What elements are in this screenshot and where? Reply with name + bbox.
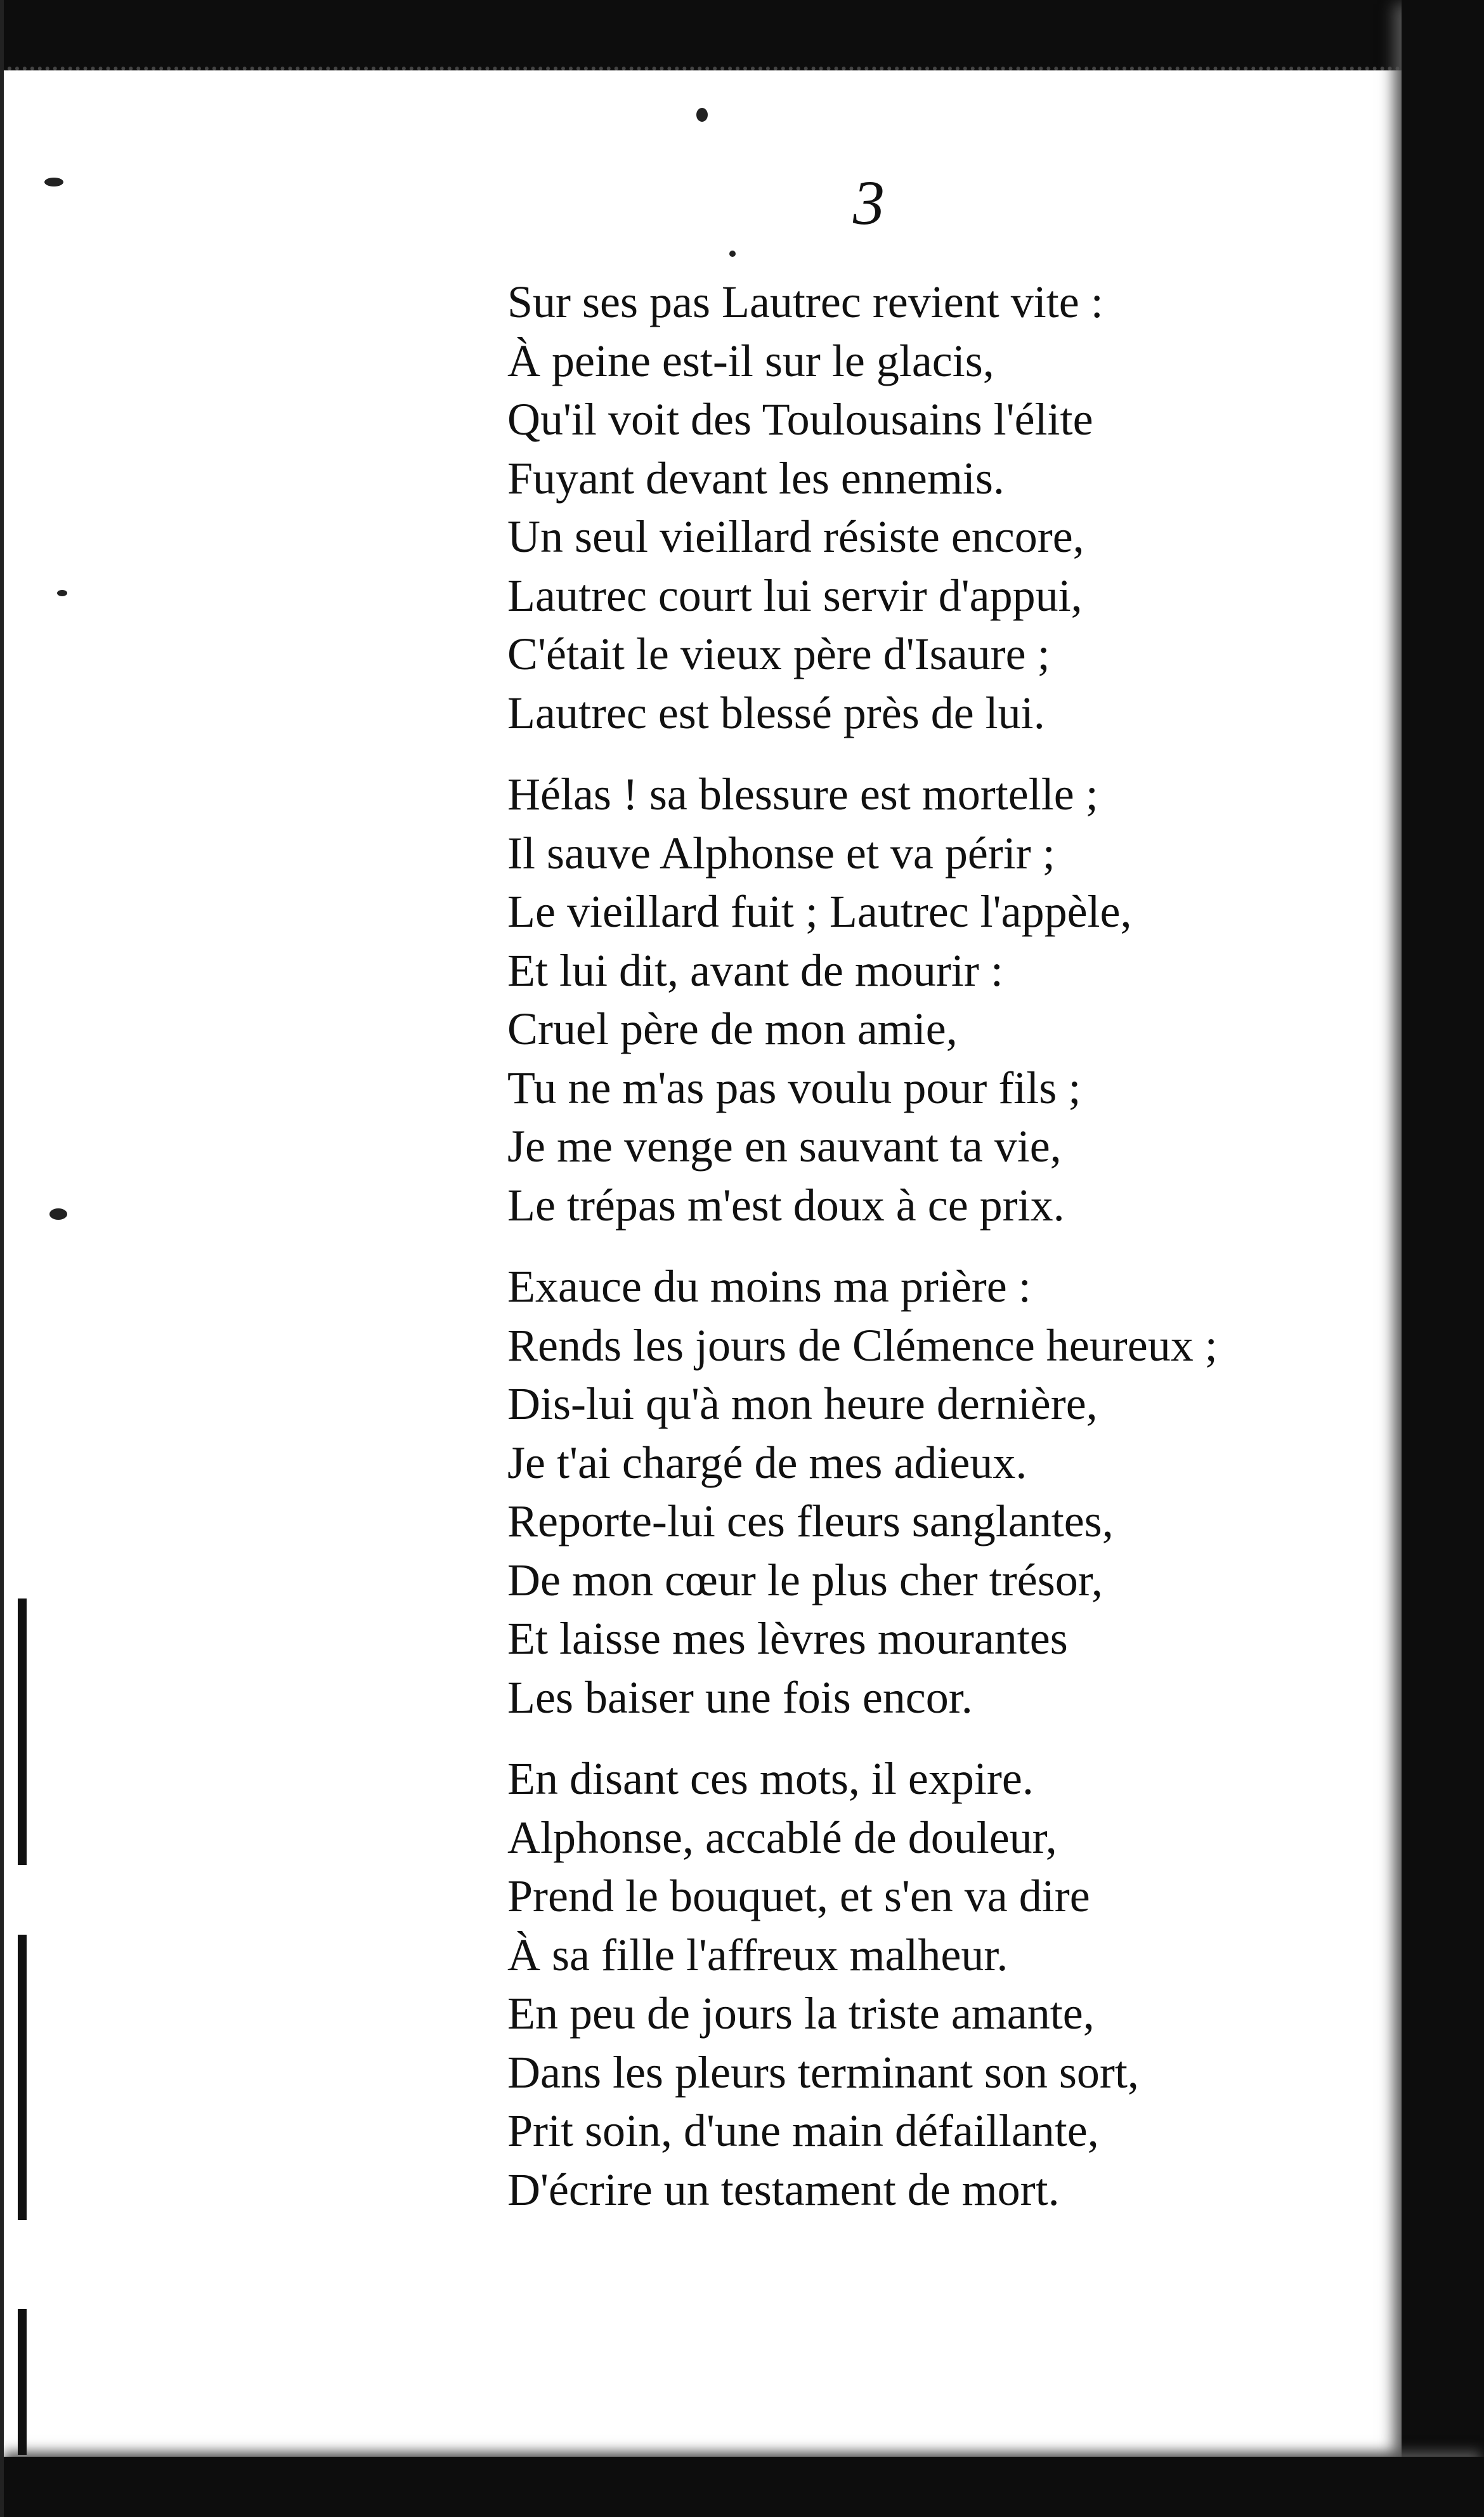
binding-mark xyxy=(18,1935,27,2220)
verse-line: Prend le bouquet, et s'en va dire xyxy=(507,1871,1090,1921)
page-number: 3 xyxy=(853,167,885,238)
binding-mark xyxy=(18,1598,27,1865)
verse-line: Cruel père de mon amie, xyxy=(507,1004,958,1054)
verse-line: C'était le vieux père d'Isaure ; xyxy=(507,629,1050,679)
binding-mark xyxy=(18,2309,27,2455)
page-right-edge xyxy=(1402,0,1484,2517)
ink-speck xyxy=(44,178,63,186)
ink-speck xyxy=(57,590,67,596)
verse-line: De mon cœur le plus cher trésor, xyxy=(507,1554,1103,1605)
stanza xyxy=(507,1257,1287,1727)
verse-line: En peu de jours la triste amante, xyxy=(507,1988,1095,2039)
poem-body xyxy=(507,273,1287,2242)
stanza xyxy=(507,1749,1287,2219)
ink-speck xyxy=(49,1208,67,1220)
verse-line: D'écrire un testament de mort. xyxy=(507,2164,1060,2215)
page-left-edge xyxy=(0,0,4,2517)
page-top-edge xyxy=(0,0,1484,70)
verse-line: Lautrec est blessé près de lui. xyxy=(507,687,1045,738)
verse-line: Dis-lui qu'à mon heure dernière, xyxy=(507,1378,1098,1429)
verse-line: Hélas ! sa blessure est mortelle ; xyxy=(507,769,1098,820)
verse-line: Un seul vieillard résiste encore, xyxy=(507,511,1084,562)
verse-line: À peine est-il sur le glacis, xyxy=(507,335,994,386)
verse-line: En disant ces mots, il expire. xyxy=(507,1753,1034,1804)
verse-line: Il sauve Alphonse et va périr ; xyxy=(507,827,1055,879)
page-bottom-edge xyxy=(0,2457,1484,2517)
verse-line: À sa fille l'affreux malheur. xyxy=(507,1929,1008,1980)
verse-line: Sur ses pas Lautrec revient vite : xyxy=(507,277,1103,327)
verse-line: Dans les pleurs terminant son sort, xyxy=(507,2046,1139,2098)
verse-line: Rends les jours de Clémence heureux ; xyxy=(507,1319,1218,1371)
verse-line: Je me venge en sauvant ta vie, xyxy=(507,1121,1062,1172)
verse-line: Et lui dit, avant de mourir : xyxy=(507,945,1003,996)
verse-line: Reporte-lui ces fleurs sanglantes, xyxy=(507,1496,1114,1546)
verse-line: Je t'ai chargé de mes adieux. xyxy=(507,1437,1027,1488)
verse-line: Tu ne m'as pas voulu pour fils ; xyxy=(507,1062,1081,1113)
verse-line: Et laisse mes lèvres mourantes xyxy=(507,1613,1068,1664)
stanza xyxy=(507,765,1287,1234)
ink-speck xyxy=(696,108,708,122)
verse-line: Prit soin, d'une main défaillante, xyxy=(507,2105,1099,2156)
verse-line: Qu'il voit des Toulousains l'élite xyxy=(507,394,1093,445)
verse-line: Le trépas m'est doux à ce prix. xyxy=(507,1179,1065,1231)
verse-line: Lautrec court lui servir d'appui, xyxy=(507,570,1083,621)
verse-line: Le vieillard fuit ; Lautrec l'appèle, xyxy=(507,886,1132,937)
stanza xyxy=(507,273,1287,742)
verse-line: Les baiser une fois encor. xyxy=(507,1671,973,1723)
verse-line: Exauce du moins ma prière : xyxy=(507,1261,1031,1312)
verse-line: Fuyant devant les ennemis. xyxy=(507,452,1005,504)
ink-speck xyxy=(729,251,736,257)
verse-line: Alphonse, accablé de douleur, xyxy=(507,1812,1057,1863)
